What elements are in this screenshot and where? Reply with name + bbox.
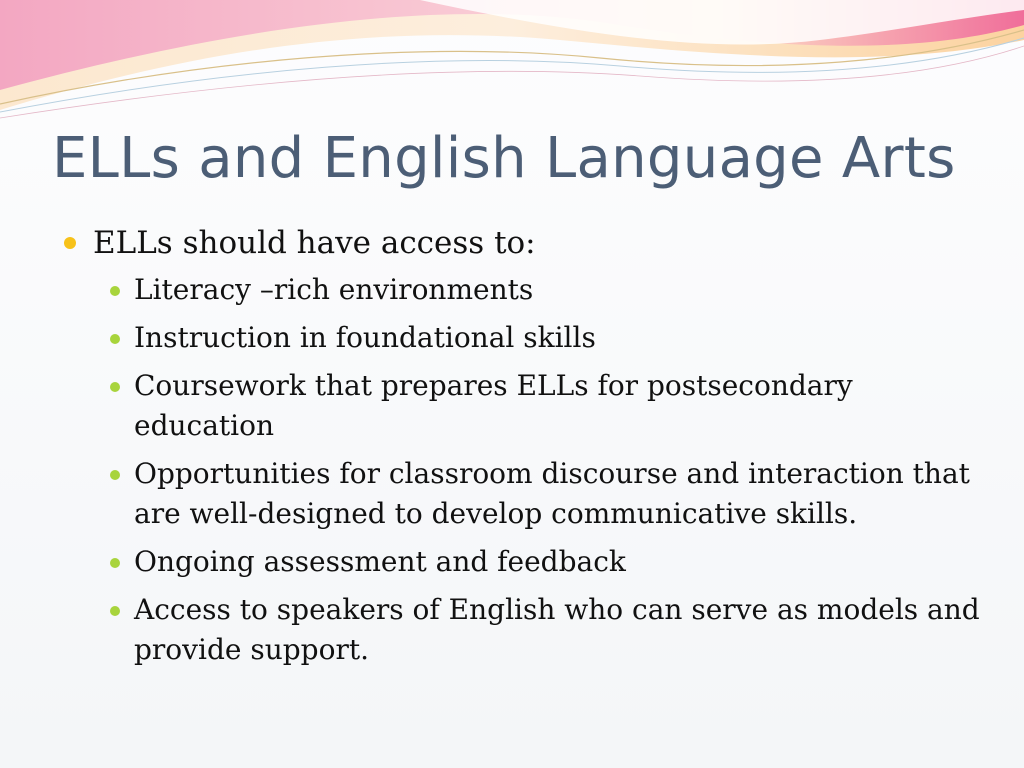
decorative-wave-banner [0,0,1024,130]
sub-bullet-dot-icon [110,606,120,616]
sub-bullet-text: Instruction in foundational skills [134,321,596,354]
sub-bullet-item [62,590,982,670]
bullet-dot-icon [64,237,76,249]
sub-bullet-item [62,454,982,534]
slide-body [62,222,982,678]
sub-bullet-dot-icon [110,334,120,344]
sub-bullet-text: Access to speakers of English who can serve as models and provide support. [134,593,980,666]
sub-bullet-dot-icon [110,286,120,296]
sub-bullet-item [62,542,982,582]
sub-bullet-dot-icon [110,382,120,392]
sub-bullet-text: Literacy –rich environments [134,273,534,306]
sub-bullet-text: Opportunities for classroom discourse and interaction that are well-designed to develop communicative skills. [134,457,970,530]
bullet-item [62,222,982,264]
bullet-text: ELLs should have access to: [93,225,536,261]
sub-bullet-item [62,366,982,446]
sub-bullet-item [62,270,982,310]
sub-bullet-text: Coursework that prepares ELLs for postsecondary education [134,369,853,442]
sub-bullet-list [62,270,982,670]
slide-title: ELLs and English Language Arts [52,126,956,191]
sub-bullet-dot-icon [110,558,120,568]
sub-bullet-item [62,318,982,358]
sub-bullet-dot-icon [110,470,120,480]
sub-bullet-text: Ongoing assessment and feedback [134,545,626,578]
